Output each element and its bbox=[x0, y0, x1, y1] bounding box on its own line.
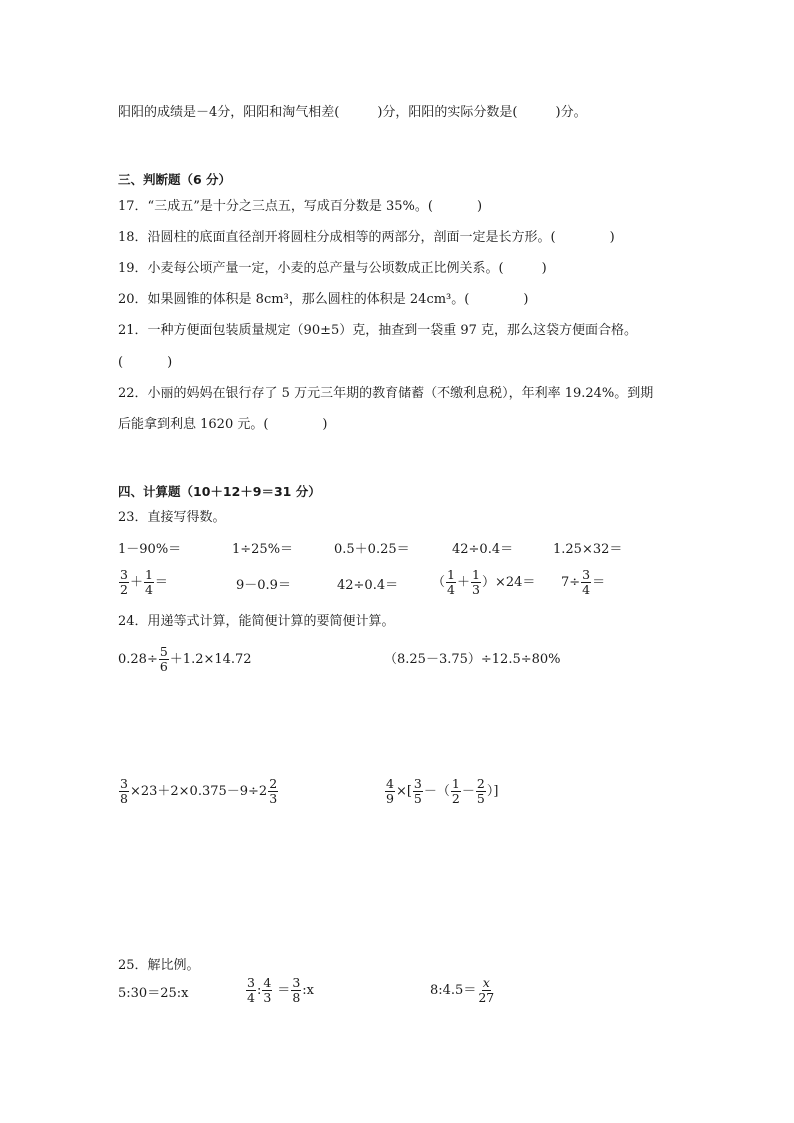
proportion-2: $\frac{3}{4}$ : $\frac{4}{3}$ ＝ $\frac{3}{8}$ :x bbox=[247, 975, 314, 1005]
proportion-1: 5:30＝25:x bbox=[118, 986, 189, 1001]
calc-1-3: 0.5＋0.25＝ bbox=[334, 542, 410, 557]
question-20: 20．如果圆锥的体积是 8cm³，那么圆柱的体积是 24cm³。( ) bbox=[118, 292, 529, 307]
fraction: $\frac{1}{4}$ bbox=[144, 567, 153, 597]
question-21-answer: ( ) bbox=[118, 355, 173, 370]
section-3-title: 三、判断题（6 分） bbox=[118, 172, 232, 187]
fraction: $\frac{3}{4}$ bbox=[247, 975, 255, 1005]
calc-2-1: $\frac{3}{2}$ ＋ $\frac{1}{4}$ ＝ bbox=[120, 567, 168, 597]
question-23: 23．直接写得数。 bbox=[118, 510, 226, 525]
proportion-3: 8:4.5＝ $\frac{x}{27}$ bbox=[430, 975, 495, 1005]
fraction: $\frac{4}{9}$ bbox=[386, 776, 394, 806]
calc-1-4: 42÷0.4＝ bbox=[452, 542, 514, 557]
question-18: 18．沿圆柱的底面直径剖开将圆柱分成相等的两部分，剖面一定是长方形。( ) bbox=[118, 230, 615, 245]
calc-1-5: 1.25×32＝ bbox=[553, 542, 623, 557]
expr-2: （8.25－3.75）÷12.5÷80% bbox=[384, 652, 561, 667]
calc-1-2: 1÷25%＝ bbox=[232, 542, 294, 557]
fraction: $\frac{3}{8}$ bbox=[292, 975, 301, 1005]
question-24: 24．用递等式计算，能简便计算的要简便计算。 bbox=[118, 614, 395, 629]
question-25: 25．解比例。 bbox=[118, 958, 200, 973]
question-21: 21．一种方便面包装质量规定（90±5）克，抽查到一袋重 97 克，那么这袋方便面合格。 bbox=[118, 323, 638, 338]
question-17: 17．“三成五”是十分之三点五，写成百分数是 35%。( ) bbox=[118, 199, 483, 214]
fraction: $\frac{3}{8}$ bbox=[120, 776, 128, 806]
fraction: $\frac{3}{2}$ bbox=[120, 567, 128, 597]
fraction: $\frac{3}{5}$ bbox=[413, 776, 422, 806]
section-4-title: 四、计算题（10＋12＋9＝31 分） bbox=[118, 484, 321, 499]
expr-1: 0.28÷ $\frac{5}{6}$ ＋1.2×14.72 bbox=[118, 644, 252, 674]
fraction: $\frac{4}{3}$ bbox=[263, 975, 272, 1005]
fraction: $\frac{2}{3}$ bbox=[269, 776, 278, 806]
fraction: $\frac{1}{3}$ bbox=[471, 567, 480, 597]
fraction: $\frac{1}{2}$ bbox=[451, 776, 460, 806]
calc-1-1: 1－90%＝ bbox=[118, 542, 182, 557]
calc-2-2: 9－0.9＝ bbox=[236, 578, 291, 593]
calc-2-4: （ $\frac{1}{4}$ ＋ $\frac{1}{3}$ ）×24＝ bbox=[432, 567, 536, 597]
fraction: $\frac{5}{6}$ bbox=[159, 644, 168, 674]
expr-3: $\frac{3}{8}$ ×23＋2×0.375－9÷2 $\frac{2}{3}$ bbox=[120, 776, 278, 806]
question-22-line1: 22．小丽的妈妈在银行存了 5 万元三年期的教育储蓄（不缴利息税），年利率 19.24%。到期 bbox=[118, 386, 654, 401]
question-22-line2: 后能拿到利息 1620 元。( ) bbox=[118, 417, 328, 432]
calc-2-3: 42÷0.4＝ bbox=[337, 578, 399, 593]
fraction: $\frac{3}{4}$ bbox=[582, 567, 591, 597]
question-16-tail: 阳阳的成绩是－4分，阳阳和淘气相差( )分，阳阳的实际分数是( )分。 bbox=[118, 105, 587, 120]
expr-4: $\frac{4}{9}$ ×[ $\frac{3}{5}$ －（ $\frac{1}{2}$ － $\frac{2}{5}$ ）] bbox=[386, 776, 499, 806]
fraction: $\frac{x}{27}$ bbox=[478, 975, 495, 1005]
fraction: $\frac{2}{5}$ bbox=[476, 776, 485, 806]
calc-2-5: 7÷ $\frac{3}{4}$ ＝ bbox=[561, 567, 606, 597]
question-19: 19．小麦每公顷产量一定，小麦的总产量与公顷数成正比例关系。( ) bbox=[118, 261, 547, 276]
fraction: $\frac{1}{4}$ bbox=[447, 567, 455, 597]
